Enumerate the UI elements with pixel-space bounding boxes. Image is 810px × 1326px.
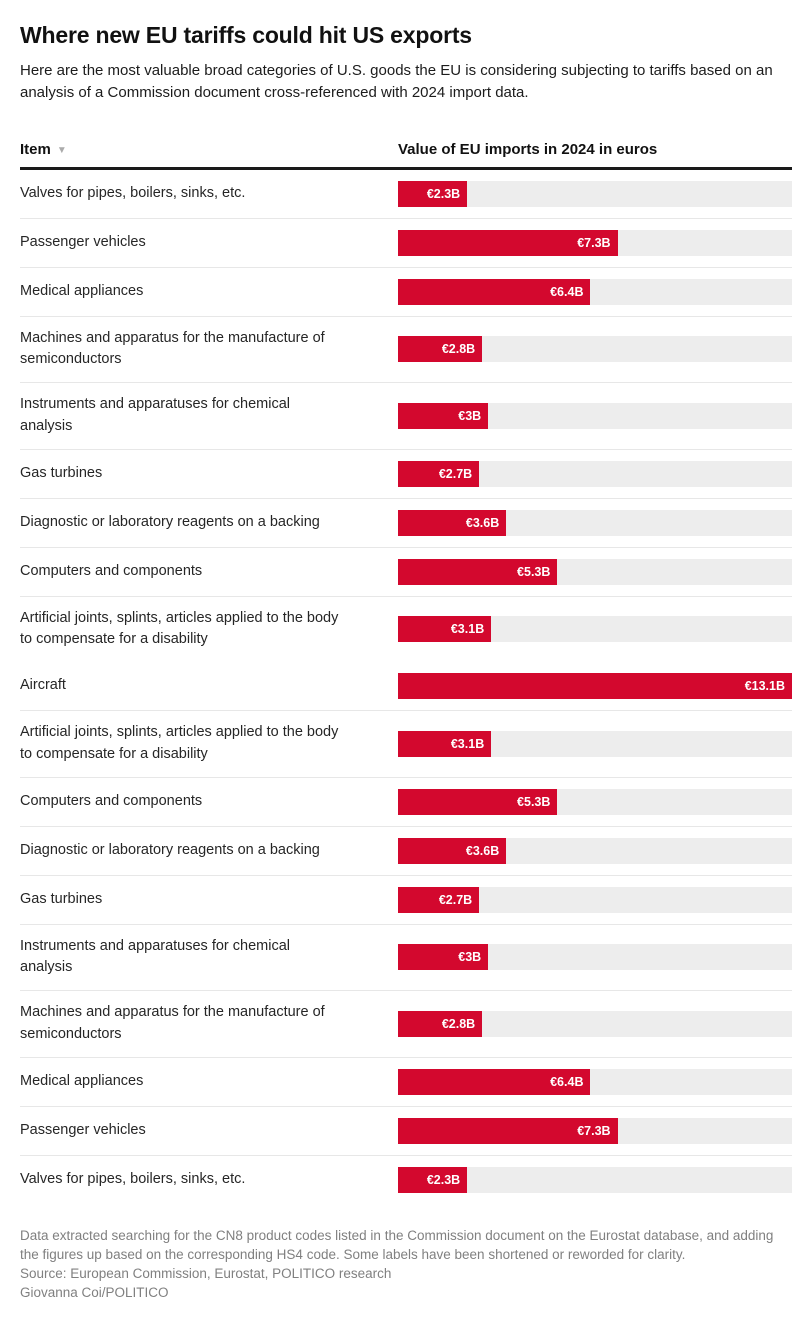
table-row (20, 991, 792, 1058)
item-label: Artificial joints, splints, articles applied to the body to compensate for a disability (20, 609, 339, 648)
bar-track (398, 944, 792, 970)
table-row (20, 925, 792, 992)
table-row (20, 662, 792, 711)
bar (398, 403, 488, 429)
sort-descending-icon: ▼ (56, 144, 67, 156)
bar-track (398, 230, 792, 256)
bar (398, 944, 488, 970)
bar (398, 789, 557, 815)
bar-value-label: €3.6B (465, 843, 500, 858)
table-row (20, 548, 792, 597)
item-label: Instruments and apparatuses for chemical analysis (20, 396, 290, 434)
bar-value-label: €3B (458, 408, 482, 423)
table-row (20, 1107, 792, 1156)
bar-value-label: €2.7B (438, 892, 473, 907)
bar (398, 336, 482, 362)
table-header-row (20, 141, 792, 158)
bar-value-label: €2.3B (426, 1172, 461, 1187)
bar-track (398, 181, 792, 207)
value-column-header: Value of EU imports in 2024 in euros (398, 140, 658, 158)
item-label: Medical appliances (20, 1072, 144, 1089)
item-label: Diagnostic or laboratory reagents on a backing (20, 841, 320, 858)
item-label: Machines and apparatus for the manufacture of semiconductors (20, 1004, 325, 1042)
item-label: Gas turbines (20, 464, 103, 481)
table-row (20, 778, 792, 827)
item-label: Diagnostic or laboratory reagents on a backing (20, 513, 320, 530)
bar (398, 838, 506, 864)
bar-track (398, 673, 792, 699)
bar-value-label: €3.1B (450, 736, 485, 751)
table-row (20, 383, 792, 450)
table-row (20, 1058, 792, 1107)
item-label: Artificial joints, splints, articles applied to the body to compensate for a disability (20, 724, 339, 762)
bar-value-label: €7.3B (577, 235, 611, 250)
bar-track (398, 559, 792, 585)
bar (398, 1167, 467, 1193)
table-row (20, 268, 792, 317)
table-row (20, 1156, 792, 1204)
bar (398, 731, 491, 757)
chart-subtitle: Here are the most valuable broad categories of U.S. goods the EU is considering subjecting to tariffs based on an analysis of a Commission document cross-referenced with 2024 import data. (20, 61, 773, 102)
item-column-header-label: Item (20, 140, 51, 158)
bar-track (398, 279, 792, 305)
bar-track (398, 403, 792, 429)
table-row (20, 219, 792, 268)
bar-value-label: €2.8B (441, 342, 476, 357)
item-label: Passenger vehicles (20, 233, 146, 250)
bar-track (398, 731, 792, 757)
bar-track (398, 1011, 792, 1037)
bar (398, 279, 590, 305)
bar-value-label: €3B (458, 950, 482, 965)
bar-track (398, 510, 792, 536)
item-label: Passenger vehicles (20, 1121, 146, 1138)
item-label: Valves for pipes, boilers, sinks, etc. (20, 184, 246, 201)
item-label: Computers and components (20, 792, 203, 809)
item-label: Instruments and apparatuses for chemical analysis (20, 937, 290, 976)
bar (398, 230, 618, 256)
bar-value-label: €3.6B (465, 515, 500, 530)
bar-value-label: €5.3B (517, 794, 551, 809)
bar-track (398, 887, 792, 913)
bar-value-label: €2.7B (438, 466, 473, 481)
table-row (20, 317, 792, 384)
bar-track (398, 789, 792, 815)
bar-track (398, 1167, 792, 1193)
bar (398, 1069, 590, 1095)
table-row (20, 827, 792, 876)
table-row (20, 450, 792, 499)
bar-track (398, 1069, 792, 1095)
bar-value-label: €3.1B (450, 622, 485, 637)
bar-track (398, 616, 792, 642)
chart-title: Where new EU tariffs could hit US exports (20, 22, 472, 48)
bar (398, 461, 479, 487)
table-row (20, 711, 792, 778)
table-row (20, 597, 792, 663)
bar (398, 887, 479, 913)
table-body (20, 170, 792, 1204)
bar-value-label: €6.4B (550, 1074, 584, 1089)
bar-track (398, 461, 792, 487)
item-label: Machines and apparatus for the manufacture of semiconductors (20, 329, 325, 368)
bar-track (398, 1118, 792, 1144)
bar-value-label: €2.3B (426, 186, 461, 201)
bar (398, 181, 467, 207)
bar-value-label: €2.8B (441, 1016, 476, 1031)
item-label: Medical appliances (20, 282, 144, 299)
bar (398, 673, 792, 699)
bar-track (398, 838, 792, 864)
item-label: Aircraft (20, 677, 66, 694)
bar (398, 1118, 618, 1144)
bar-value-label: €13.1B (744, 679, 785, 694)
item-label: Computers and components (20, 562, 203, 579)
table-row (20, 499, 792, 548)
footnote: Data extracted searching for the CN8 product codes listed in the Commission document on the Eurostat database, and adding the figures up based on the corresponding HS4 code. Some labels have been shortened or reworded for clarity. (20, 1227, 774, 1262)
bar-track (398, 336, 792, 362)
item-label: Valves for pipes, boilers, sinks, etc. (20, 1170, 246, 1187)
bar-value-label: €7.3B (577, 1123, 611, 1138)
item-label: Gas turbines (20, 890, 103, 907)
table-row (20, 876, 792, 925)
table-row (20, 170, 792, 219)
bar (398, 616, 491, 642)
bar-value-label: €5.3B (517, 564, 551, 579)
footer (20, 1226, 792, 1303)
source-line: Source: European Commission, Eurostat, POLITICO research (20, 1265, 392, 1281)
bar-value-label: €6.4B (550, 284, 584, 299)
bar (398, 510, 506, 536)
byline: Giovanna Coi/POLITICO (20, 1285, 169, 1301)
bar (398, 559, 557, 585)
item-column-header[interactable] (20, 141, 398, 158)
bar (398, 1011, 482, 1037)
